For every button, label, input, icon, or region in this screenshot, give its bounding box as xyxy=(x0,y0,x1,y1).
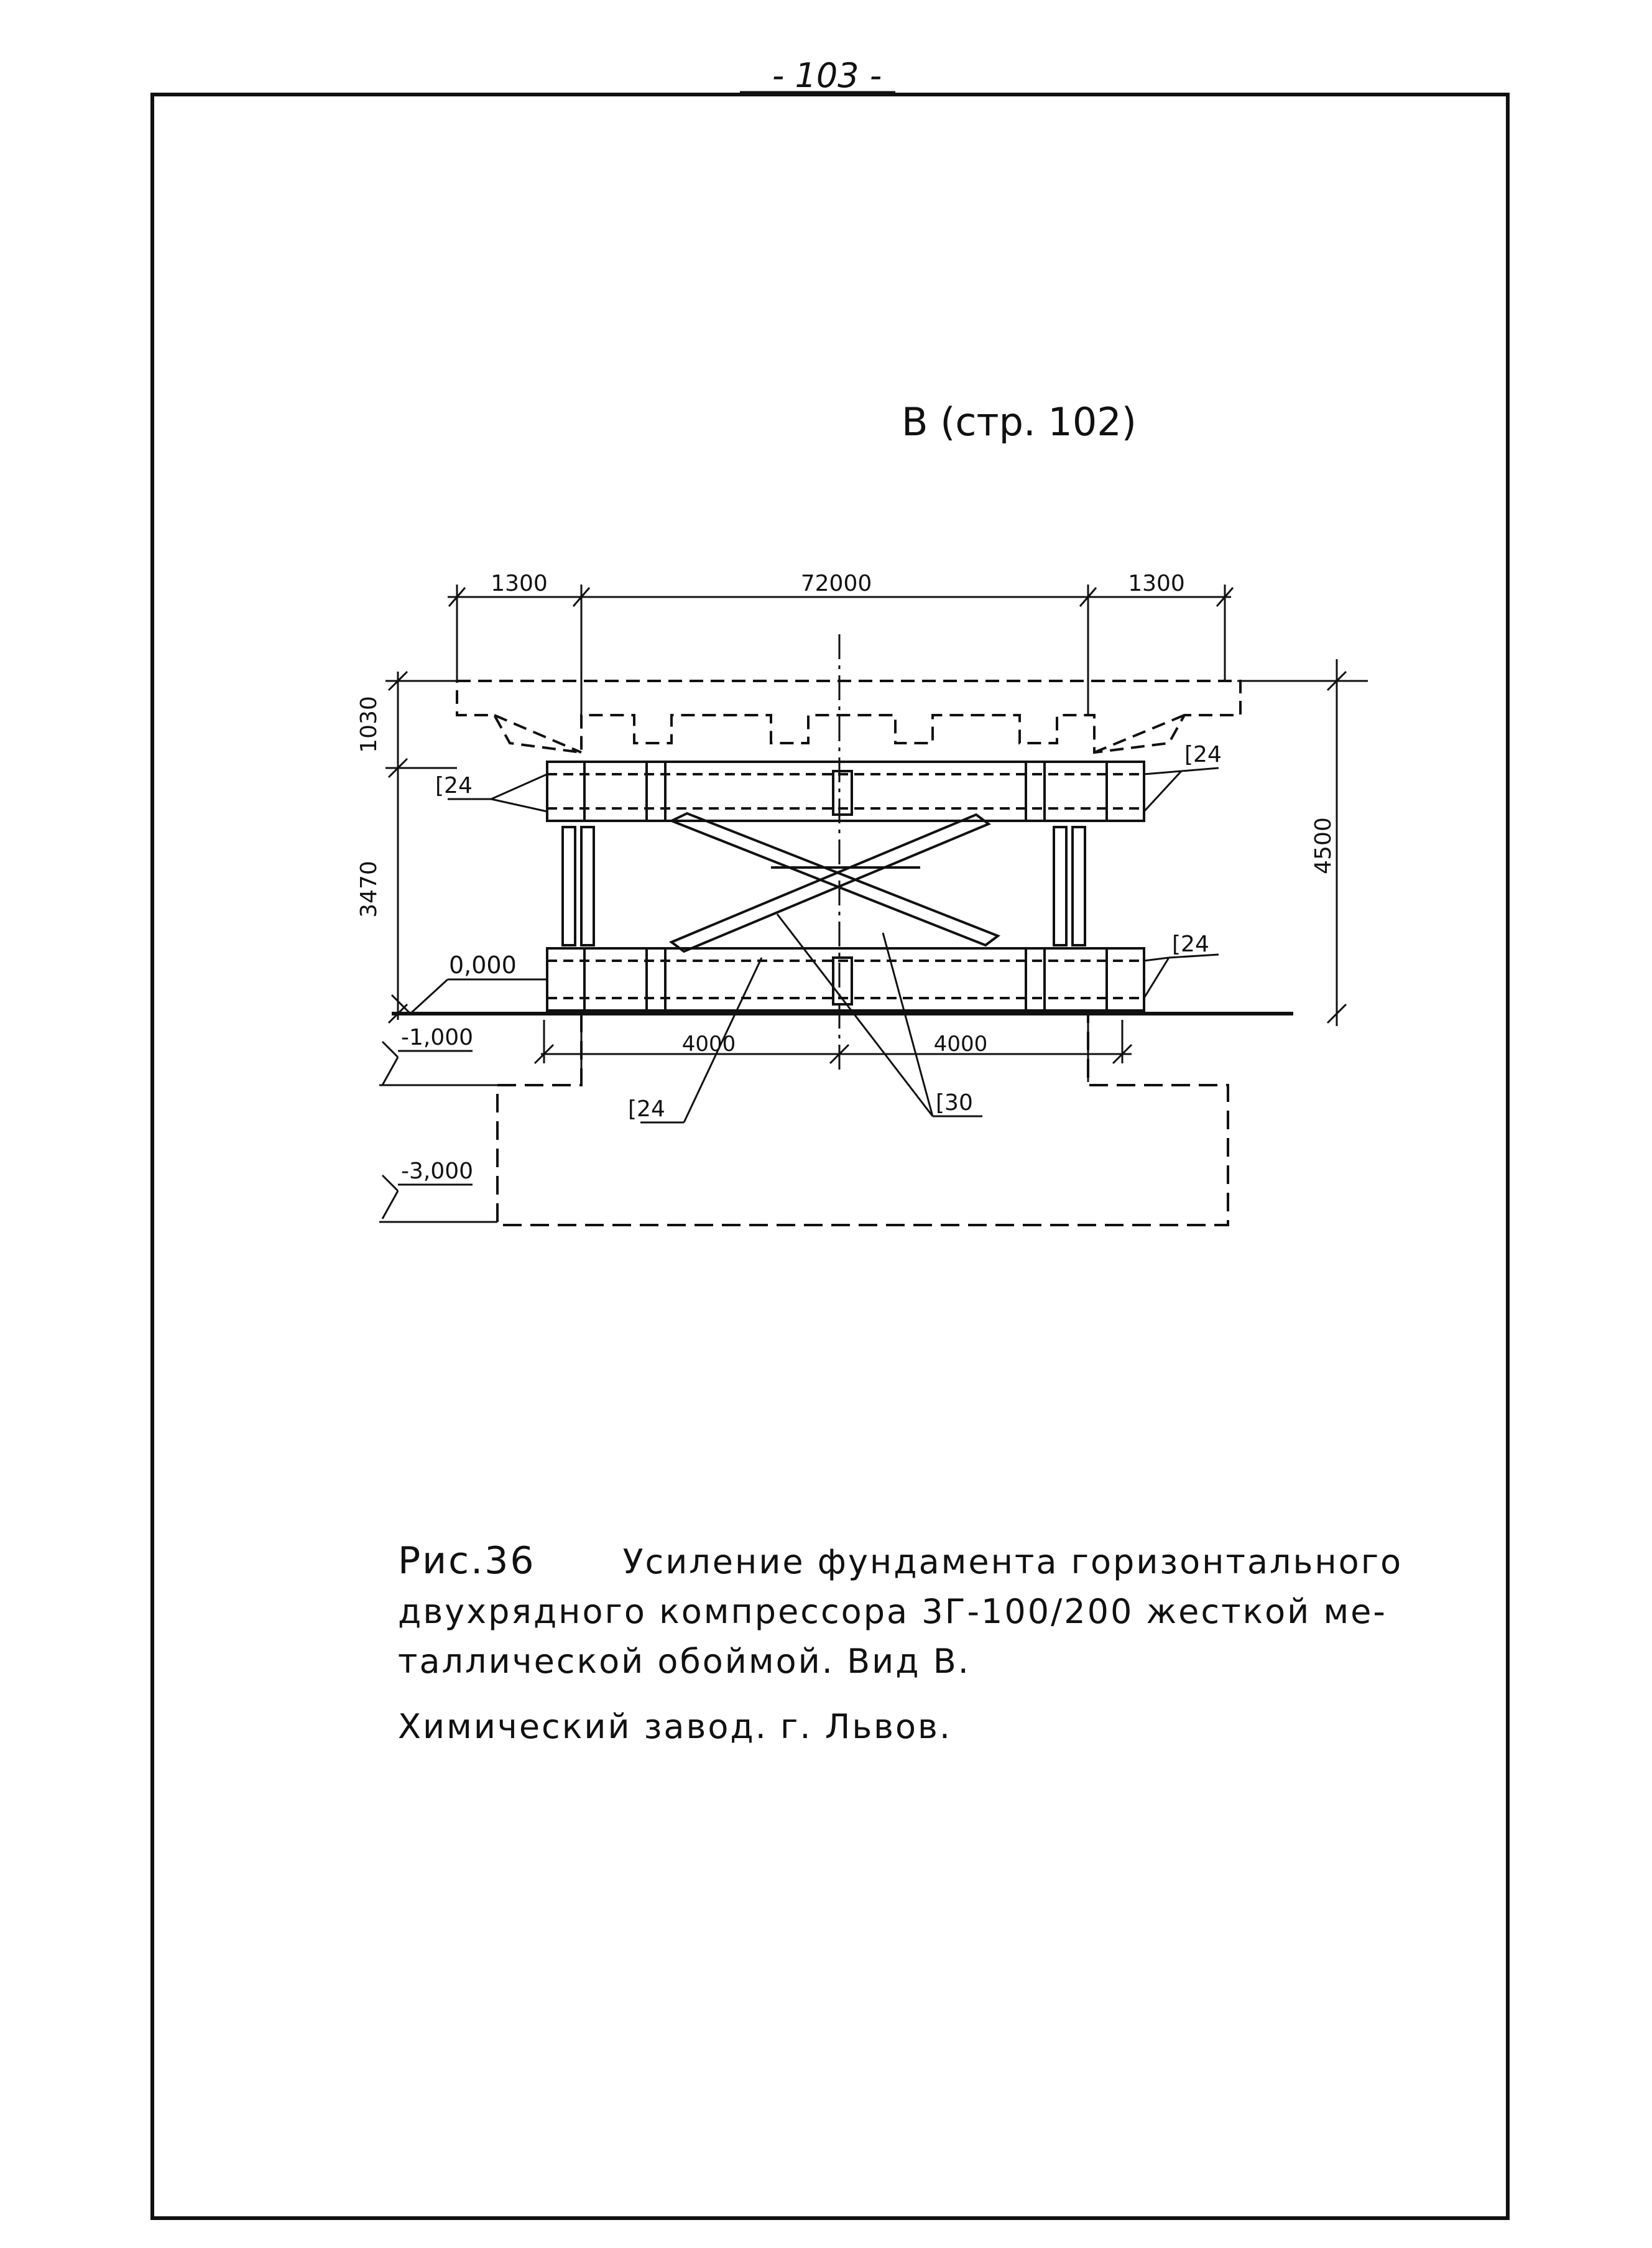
underground-foundation xyxy=(497,1014,1228,1225)
upper-chord xyxy=(547,762,1144,821)
page-number: - 103 - xyxy=(772,56,882,95)
right-dimension xyxy=(1237,659,1368,1026)
caption-line-4: Химический завод. г. Львов. xyxy=(398,1707,953,1746)
caption-title-start: Усиление фундамента горизонтального xyxy=(622,1542,1403,1581)
dim-top-middle: 72000 xyxy=(800,571,872,596)
callout-bottom-center: [30 xyxy=(936,1090,973,1116)
dim-left-upper: 1030 xyxy=(356,696,382,753)
dim-top-left: 1300 xyxy=(491,571,548,596)
top-slab xyxy=(457,681,1240,752)
dim-bottom-right: 4000 xyxy=(933,1032,988,1057)
caption-line-3: таллической обоймой. Вид В. xyxy=(398,1642,971,1681)
vertical-posts xyxy=(563,827,1085,945)
callout-upper-right: [24 xyxy=(1184,742,1222,767)
foundation-drawing xyxy=(379,585,1368,1225)
page-frame xyxy=(152,95,1508,2218)
lower-chord xyxy=(547,948,1144,1011)
callout-lower-right: [24 xyxy=(1172,932,1209,957)
level-zero: 0,000 xyxy=(449,951,517,979)
dim-right-total: 4500 xyxy=(1311,817,1336,874)
dim-top-right: 1300 xyxy=(1128,571,1185,596)
dim-bottom-left: 4000 xyxy=(681,1032,736,1057)
callout-upper-left: [24 xyxy=(435,773,473,798)
caption-line-2: двухрядного компрессора 3Г-100/200 жесткой ме- xyxy=(398,1592,1387,1631)
view-label: B (стр. 102) xyxy=(902,399,1137,445)
level-markers xyxy=(379,979,547,1222)
dim-left-lower: 3470 xyxy=(356,861,382,918)
left-dimension xyxy=(385,672,457,1023)
caption-line-1 xyxy=(398,1539,1403,1583)
callout-bottom-left: [24 xyxy=(628,1096,665,1122)
caption-figure-number: Рис.36 xyxy=(398,1539,536,1583)
cross-bracing xyxy=(671,813,998,951)
level-minus-one: -1,000 xyxy=(401,1025,474,1050)
bottom-dimension xyxy=(535,1020,1132,1082)
level-minus-three: -3,000 xyxy=(401,1159,474,1184)
